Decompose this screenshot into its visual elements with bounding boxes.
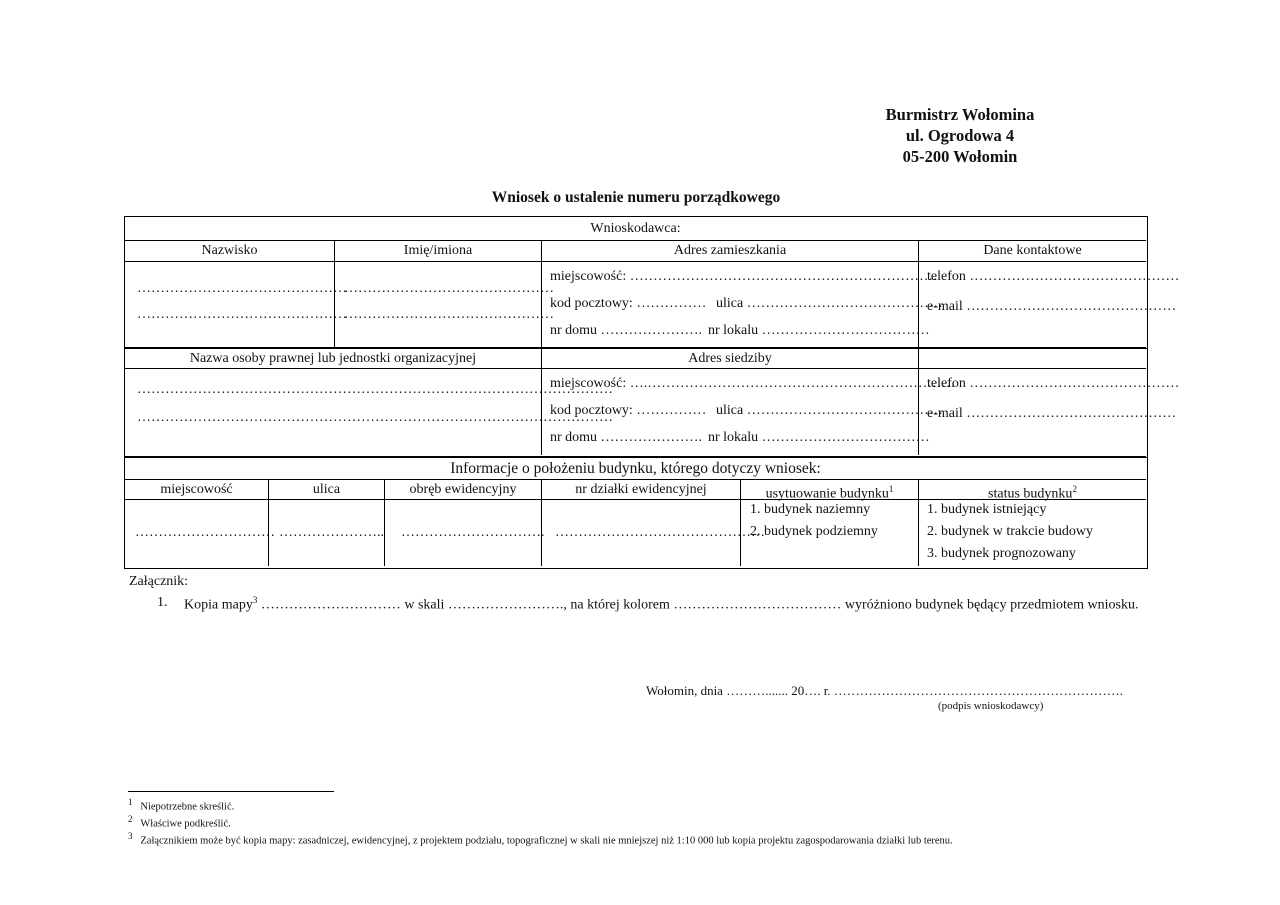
seat-postal-code: kod pocztowy: ……………: [550, 403, 707, 418]
col-building-location: [740, 479, 918, 502]
residence-postal-code: kod pocztowy: ……………: [550, 296, 707, 311]
building-location-options: [740, 499, 918, 566]
status-option-under-construction[interactable]: 2. budynek w trakcie budowy: [927, 524, 1094, 539]
date-signature-line[interactable]: Wołomin, dnia ………....... 20…. r. ………………………………………………………….: [646, 683, 1124, 698]
seat-house-no: nr domu ………………….: [550, 430, 703, 445]
signature-caption: (podpis wnioskodawcy): [938, 700, 1044, 712]
recipient-line-3: 05-200 Wołomin: [902, 147, 1018, 166]
residence-house-no: nr domu ………………….: [550, 323, 703, 338]
legal-name-dots-2: …………………………………………………………………………………………: [137, 410, 613, 425]
footnote-1-text: Niepotrzebne skreślić.: [140, 801, 235, 813]
street-dots: …………………..: [279, 525, 384, 540]
seat-street: ulica ……………………………………: [716, 403, 943, 418]
col-contact-data: Dane kontaktowe: [918, 240, 1146, 261]
attachment-text: [184, 595, 1138, 614]
col-street: ulica: [268, 479, 384, 499]
building-header: Informacje o położeniu budynku, którego dotyczy wniosek:: [125, 456, 1146, 479]
footnote-3: [128, 831, 953, 847]
col-parcel-number: nr działki ewidencyjnej: [541, 479, 740, 499]
footnote-ref-3: 3: [252, 595, 258, 605]
contact-phone: telefon ………………………………………: [927, 269, 1180, 284]
footnote-1: [128, 797, 234, 813]
footnote-divider: [128, 791, 334, 792]
applicant-header: Wnioskodawca:: [590, 221, 681, 236]
first-name-dots-1: ………………………………………: [344, 281, 554, 296]
town-dots: …………………………: [135, 525, 275, 540]
registry-area-field[interactable]: [384, 499, 545, 566]
attachment-number: 1.: [157, 595, 168, 610]
col-registry-area: obręb ewidencyjny: [384, 479, 541, 499]
legal-entity-name-field[interactable]: [125, 368, 613, 455]
legal-contact-email: e-mail ………………………………………: [927, 406, 1177, 421]
residence-flat-no: nr lokalu ………………………………: [708, 323, 930, 338]
surname-dots-1: ………………………………………: [137, 281, 347, 296]
first-name-dots-2: ………………………………………: [344, 307, 554, 322]
footnote-3-text: Załącznikiem może być kopia mapy: zasadniczej, ewidencyjnej, z projektem podziału, topograficznej w skali nie mniejszej niż 1:10 000 lub kopia projektu zagospodarowania działki lub terenu.: [140, 835, 953, 847]
attachment-text-part-2: ………………………… w skali ……………………., na której kolorem ……………………………… wyróżniono budynek będący przedmiotem wniosku.: [257, 597, 1139, 613]
recipient-line-2: ul. Ogrodowa 4: [905, 126, 1015, 145]
col-building-location-label: usytuowanie budynku: [765, 486, 889, 502]
legal-contact-field[interactable]: [918, 368, 1180, 455]
col-building-status: [918, 479, 1146, 502]
status-option-existing[interactable]: 1. budynek istniejący: [927, 502, 1047, 517]
recipient-address: [840, 104, 1080, 167]
seat-address-field[interactable]: [541, 368, 956, 455]
col-surname: Nazwisko: [125, 240, 334, 261]
footnote-2: [128, 814, 231, 830]
parcel-number-dots: ………………………………………: [555, 525, 765, 540]
footnote-ref-1: 1: [888, 484, 894, 494]
col-first-name: Imię/imiona: [334, 240, 541, 261]
surname-field[interactable]: [125, 261, 347, 347]
recipient-line-1: Burmistrz Wołomina: [885, 105, 1035, 124]
col-residence-address: Adres zamieszkania: [541, 240, 918, 261]
street-field[interactable]: [268, 499, 384, 566]
col-seat-address: Adres siedziby: [541, 347, 918, 368]
footnote-ref-2: 2: [1072, 484, 1077, 494]
registry-area-dots: ………………………….: [401, 525, 545, 540]
residence-address-field[interactable]: [541, 261, 943, 347]
town-field[interactable]: [125, 499, 275, 566]
legal-entity-section: [124, 347, 1180, 458]
contact-field[interactable]: [918, 261, 1180, 347]
location-option-underground[interactable]: 2. budynek podziemny: [750, 524, 878, 539]
seat-town: miejscowość: ….…………………………………………………………: [550, 376, 956, 391]
seat-flat-no: nr lokalu ………………………………: [708, 430, 930, 445]
applicant-section: [124, 216, 1180, 349]
col-town: miejscowość: [125, 479, 268, 499]
col-empty: [918, 347, 1146, 368]
footnote-3-number: 3: [128, 831, 133, 841]
legal-name-dots-1: …………………………………………………………………………………………: [137, 382, 613, 397]
attachment-label: Załącznik:: [129, 574, 189, 589]
residence-street: ulica ……………………………………: [716, 296, 943, 311]
location-option-aboveground[interactable]: 1. budynek naziemny: [750, 502, 871, 517]
first-name-field[interactable]: [334, 261, 554, 347]
col-building-status-label: status budynku: [988, 486, 1073, 502]
col-legal-entity-name: Nazwa osoby prawnej lub jednostki organizacyjnej: [125, 347, 541, 368]
contact-email: e-mail ………………………………………: [927, 299, 1177, 314]
building-status-options: [918, 499, 1146, 566]
footnote-2-number: 2: [128, 814, 133, 824]
footnote-1-number: 1: [128, 797, 133, 807]
building-section: [124, 456, 1148, 569]
residence-town: miejscowość: …………………………………………………………: [550, 269, 938, 284]
surname-dots-2: ………………………………………: [137, 307, 347, 322]
parcel-number-field[interactable]: [541, 499, 765, 566]
footnote-2-text: Właściwe podkreślić.: [140, 818, 231, 830]
document-title: Wniosek o ustalenie numeru porządkowego: [491, 189, 781, 206]
status-option-planned[interactable]: 3. budynek prognozowany: [927, 546, 1076, 561]
legal-contact-phone: telefon ………………………………………: [927, 376, 1180, 391]
attachment-text-part-1: Kopia mapy: [184, 597, 253, 613]
